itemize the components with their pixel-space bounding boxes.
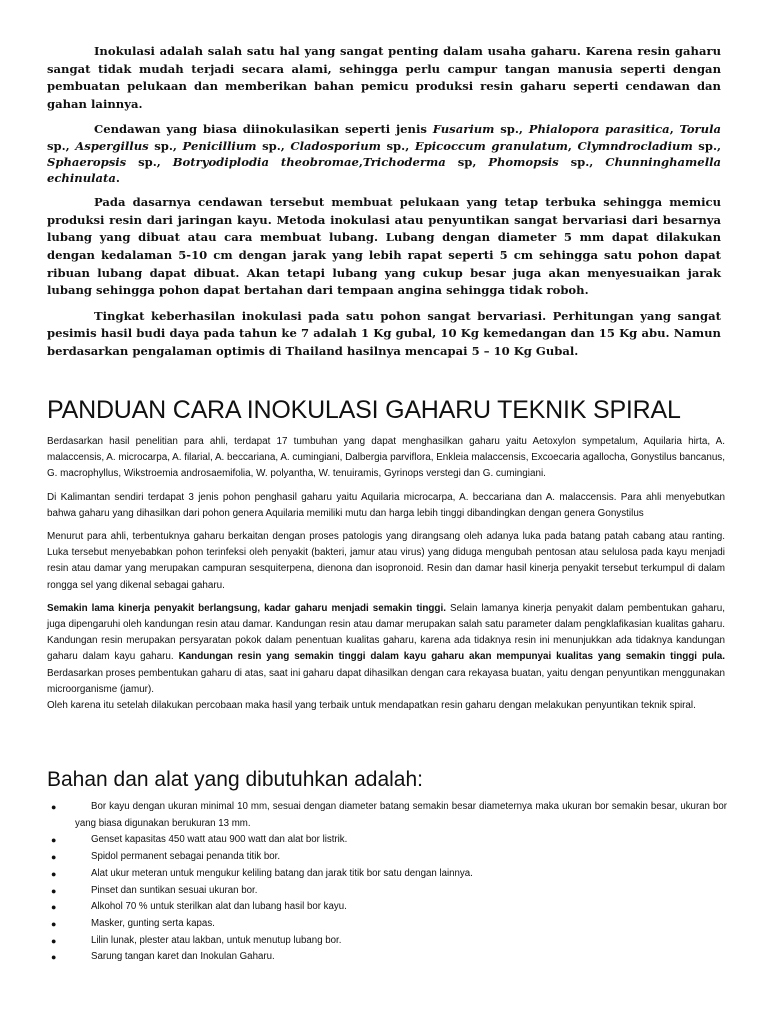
species-name: Epicoccum granulatum xyxy=(414,138,568,153)
intro-section xyxy=(47,43,721,369)
intro-paragraph-1: Inokulasi adalah salah satu hal yang sangat penting dalam usaha gaharu. Karena resin gaharu sangat tidak mudah terjadi secara alami, sehingga perlu campur tangan manusia seperti dengan pembuatan pelukaan dan memberikan bahan pemicu produksi resin gaharu seperti cendawan dan gahan lainnya. xyxy=(47,44,721,111)
list-item xyxy=(47,933,727,950)
species-name: Clymndrocladium xyxy=(577,138,693,153)
bullet-icon: ● xyxy=(51,802,57,812)
materials-list xyxy=(47,799,727,966)
body-paragraph-pathology: Menurut para ahli, terbentuknya gaharu berkaitan dengan proses patologis yang dirangsang oleh adanya luka pada batang patah cabang atau ranting. Luka tersebut menyebabkan pohon terinfeksi oleh penyakit (bakteri, jamur atau virus) yang diduga mengubah pentosan atau selulosa pada kayu menjadi resin atau damar yang merupakan campuran sesquiterpena, dienona dan isopronoid. Resin dan damar hasil kinerja penyakit tersebut terkumpul di dalam rongga sel yang dikenal sebagai gaharu. xyxy=(47,531,725,591)
list-item xyxy=(47,949,727,966)
species-text: Cendawan yang biasa diinokulasikan seperti jenis xyxy=(94,122,433,137)
bullet-icon: ● xyxy=(51,868,57,879)
species-name: Chunninghamella echinulata xyxy=(47,154,722,185)
species-text: sp., xyxy=(494,122,529,137)
list-item-text: Sarung tangan karet dan Inokulan Gaharu. xyxy=(91,951,275,963)
body-paragraph-plants: Berdasarkan hasil penelitian para ahli, terdapat 17 tumbuhan yang dapat menghasilkan gaharu yaitu Aetoxylon sympetalum, Aquilaria hirta, A. malaccensis, A. microcarpa, A. filarial, A. beccariana, A. cumingiani, Dalbergia parviflora, Enkleia malaccensis, Excoecaria agallocha, Gonystilus bancanus, G. macrophyllus, Wikstroemia androsaemifolia, W. polyantha, W. tenuiramis, Gyrinops verstegi dan G. cumingiani. xyxy=(47,436,725,480)
list-item-text: Genset kapasitas 450 watt atau 900 watt dan alat bor listrik. xyxy=(91,834,348,846)
list-item xyxy=(47,883,727,900)
list-item-text: Lilin lunak, plester atau lakban, untuk menutup lubang bor. xyxy=(91,934,342,946)
list-item-text: Masker, gunting serta kapas. xyxy=(91,917,215,929)
species-text: . xyxy=(115,170,120,185)
list-item-text: Alkohol 70 % untuk sterilkan alat dan lubang hasil bor kayu. xyxy=(91,901,347,913)
list-item xyxy=(47,832,727,849)
emphasis-text: Semakin lama kinerja penyakit berlangsung, kadar gaharu menjadi semakin tinggi. xyxy=(47,602,446,614)
species-name: Phialopora parasitica xyxy=(528,122,670,137)
species-text: sp., xyxy=(47,138,76,153)
species-text: sp., xyxy=(148,138,183,153)
species-name: Trichoderma xyxy=(362,154,446,169)
species-name: Sphaeropsis xyxy=(47,154,127,169)
species-text: sp., xyxy=(380,138,415,153)
species-name: Aspergillus xyxy=(75,138,149,153)
list-item xyxy=(47,799,727,832)
species-name: Torula xyxy=(679,122,722,137)
body-text: Berdasarkan proses pembentukan gaharu di atas, saat ini gaharu dapat dihasilkan dengan cara rekayasa buatan, yaitu dengan penyuntikan menggunakan microorganisme (jamur). xyxy=(47,667,725,695)
species-name: Botryodiplodia theobromae xyxy=(172,154,359,169)
species-text: , xyxy=(358,154,363,169)
bullet-icon: ● xyxy=(51,885,57,896)
bullet-icon: ● xyxy=(51,952,57,963)
species-name: Penicillium xyxy=(182,138,257,153)
bullet-icon: ● xyxy=(51,918,57,929)
list-item xyxy=(47,916,727,933)
section-body xyxy=(47,434,725,721)
intro-paragraph-4: Tingkat keberhasilan inokulasi pada satu pohon sangat bervariasi. Perhitungan yang sangat pesimis hasil budi daya pada tahun ke 7 adalah 1 Kg gubal, 10 Kg kemedangan dan 15 Kg abu. Namun berdasarkan pengalaman optimis di Thailand hasilnya mencapai 5 – 10 Kg Gubal. xyxy=(47,308,721,358)
species-text: sp., xyxy=(558,154,606,169)
body-paragraph-resin xyxy=(47,601,725,698)
list-item xyxy=(47,899,727,916)
list-item-text: Alat ukur meteran untuk mengukur keliling batang dan jarak titik bor satu dengan lainnya. xyxy=(91,867,473,879)
bullet-icon: ● xyxy=(51,935,57,946)
bullet-icon: ● xyxy=(51,835,57,846)
list-item-text: Spidol permanent sebagai penanda titik bor. xyxy=(91,851,281,863)
species-text: , xyxy=(567,138,578,153)
species-name: Phomopsis xyxy=(488,154,559,169)
body-paragraph-conclusion: Oleh karena itu setelah dilakukan percobaan maka hasil yang terbaik untuk mendapatkan resin gaharu dengan melakukan penyuntikan teknik spiral. xyxy=(47,700,696,712)
body-text: Selain lamanya kinerja penyakit dalam pembentukan gaharu, juga dipengaruhi oleh kandungan resin atau damar. Kandungan resin atau damar merupakan salah satu parameter dalam pengklafikasian kualitas gaharu. Kandungan resin merupakan persyaratan pokok dalam penentuan kualitas gaharu, karena ada tidaknya resin ini menunjukkan ada tidaknya kandungan gaharu dalam kayu gaharu. xyxy=(47,602,725,663)
materials-heading: Bahan dan alat yang dibutuhkan adalah: xyxy=(47,768,423,791)
species-name: Fusarium xyxy=(432,122,495,137)
intro-paragraph-3: Pada dasarnya cendawan tersebut membuat pelukaan yang tetap terbuka sehingga memicu produksi resin dari jaringan kayu. Metoda inokulasi atau penyuntikan sangat bervariasi dari besarnya lubang yang dibuat atau cara membuat lubang. Lubang dengan diameter 5 mm dapat dilakukan dengan kedalaman 5-10 cm dengan jarak yang lebih rapat seperti 5 cm sehingga satu pohon dapat ribuan lubang dapat dibuat. Akan tetapi lubang yang cukup besar juga akan menyesuaikan jarak lubang sehingga pohon dapat bertahan dari tempaan angina sehingga tidak roboh. xyxy=(47,195,721,298)
list-item xyxy=(47,866,727,883)
list-item-text: Pinset dan suntikan sesuai ukuran bor. xyxy=(91,884,258,896)
fungi-species-paragraph xyxy=(47,121,721,186)
species-name: Cladosporium xyxy=(290,138,381,153)
bullet-icon: ● xyxy=(51,852,57,863)
section-heading: PANDUAN CARA INOKULASI GAHARU TEKNIK SPIRAL xyxy=(47,396,681,424)
species-text: sp., xyxy=(256,138,291,153)
list-item-text: Bor kayu dengan ukuran minimal 10 mm, sesuai dengan diameter batang semakin besar diameternya maka ukuran bor semakin besar, ukuran bor yang biasa digunakan berukuran 13 mm. xyxy=(75,801,727,829)
species-text: sp, xyxy=(445,154,489,169)
species-text: sp., xyxy=(692,138,722,153)
species-text: sp., xyxy=(126,154,173,169)
species-text: , xyxy=(669,122,680,137)
body-paragraph-kalimantan: Di Kalimantan sendiri terdapat 3 jenis pohon penghasil gaharu yaitu Aquilaria microcarpa, A. beccariana dan A. malaccensis. Para ahli menyebutkan bahwa gaharu yang dihasilkan dari pohon genera Aquilaria memiliki mutu dan harga lebih tinggi dibandingkan dengan genera Gonystilus xyxy=(47,491,725,519)
emphasis-text: Kandungan resin yang semakin tinggi dalam kayu gaharu akan mempunyai kualitas yang semakin tinggi pula. xyxy=(178,651,725,663)
list-item xyxy=(47,849,727,866)
bullet-icon: ● xyxy=(51,902,57,913)
